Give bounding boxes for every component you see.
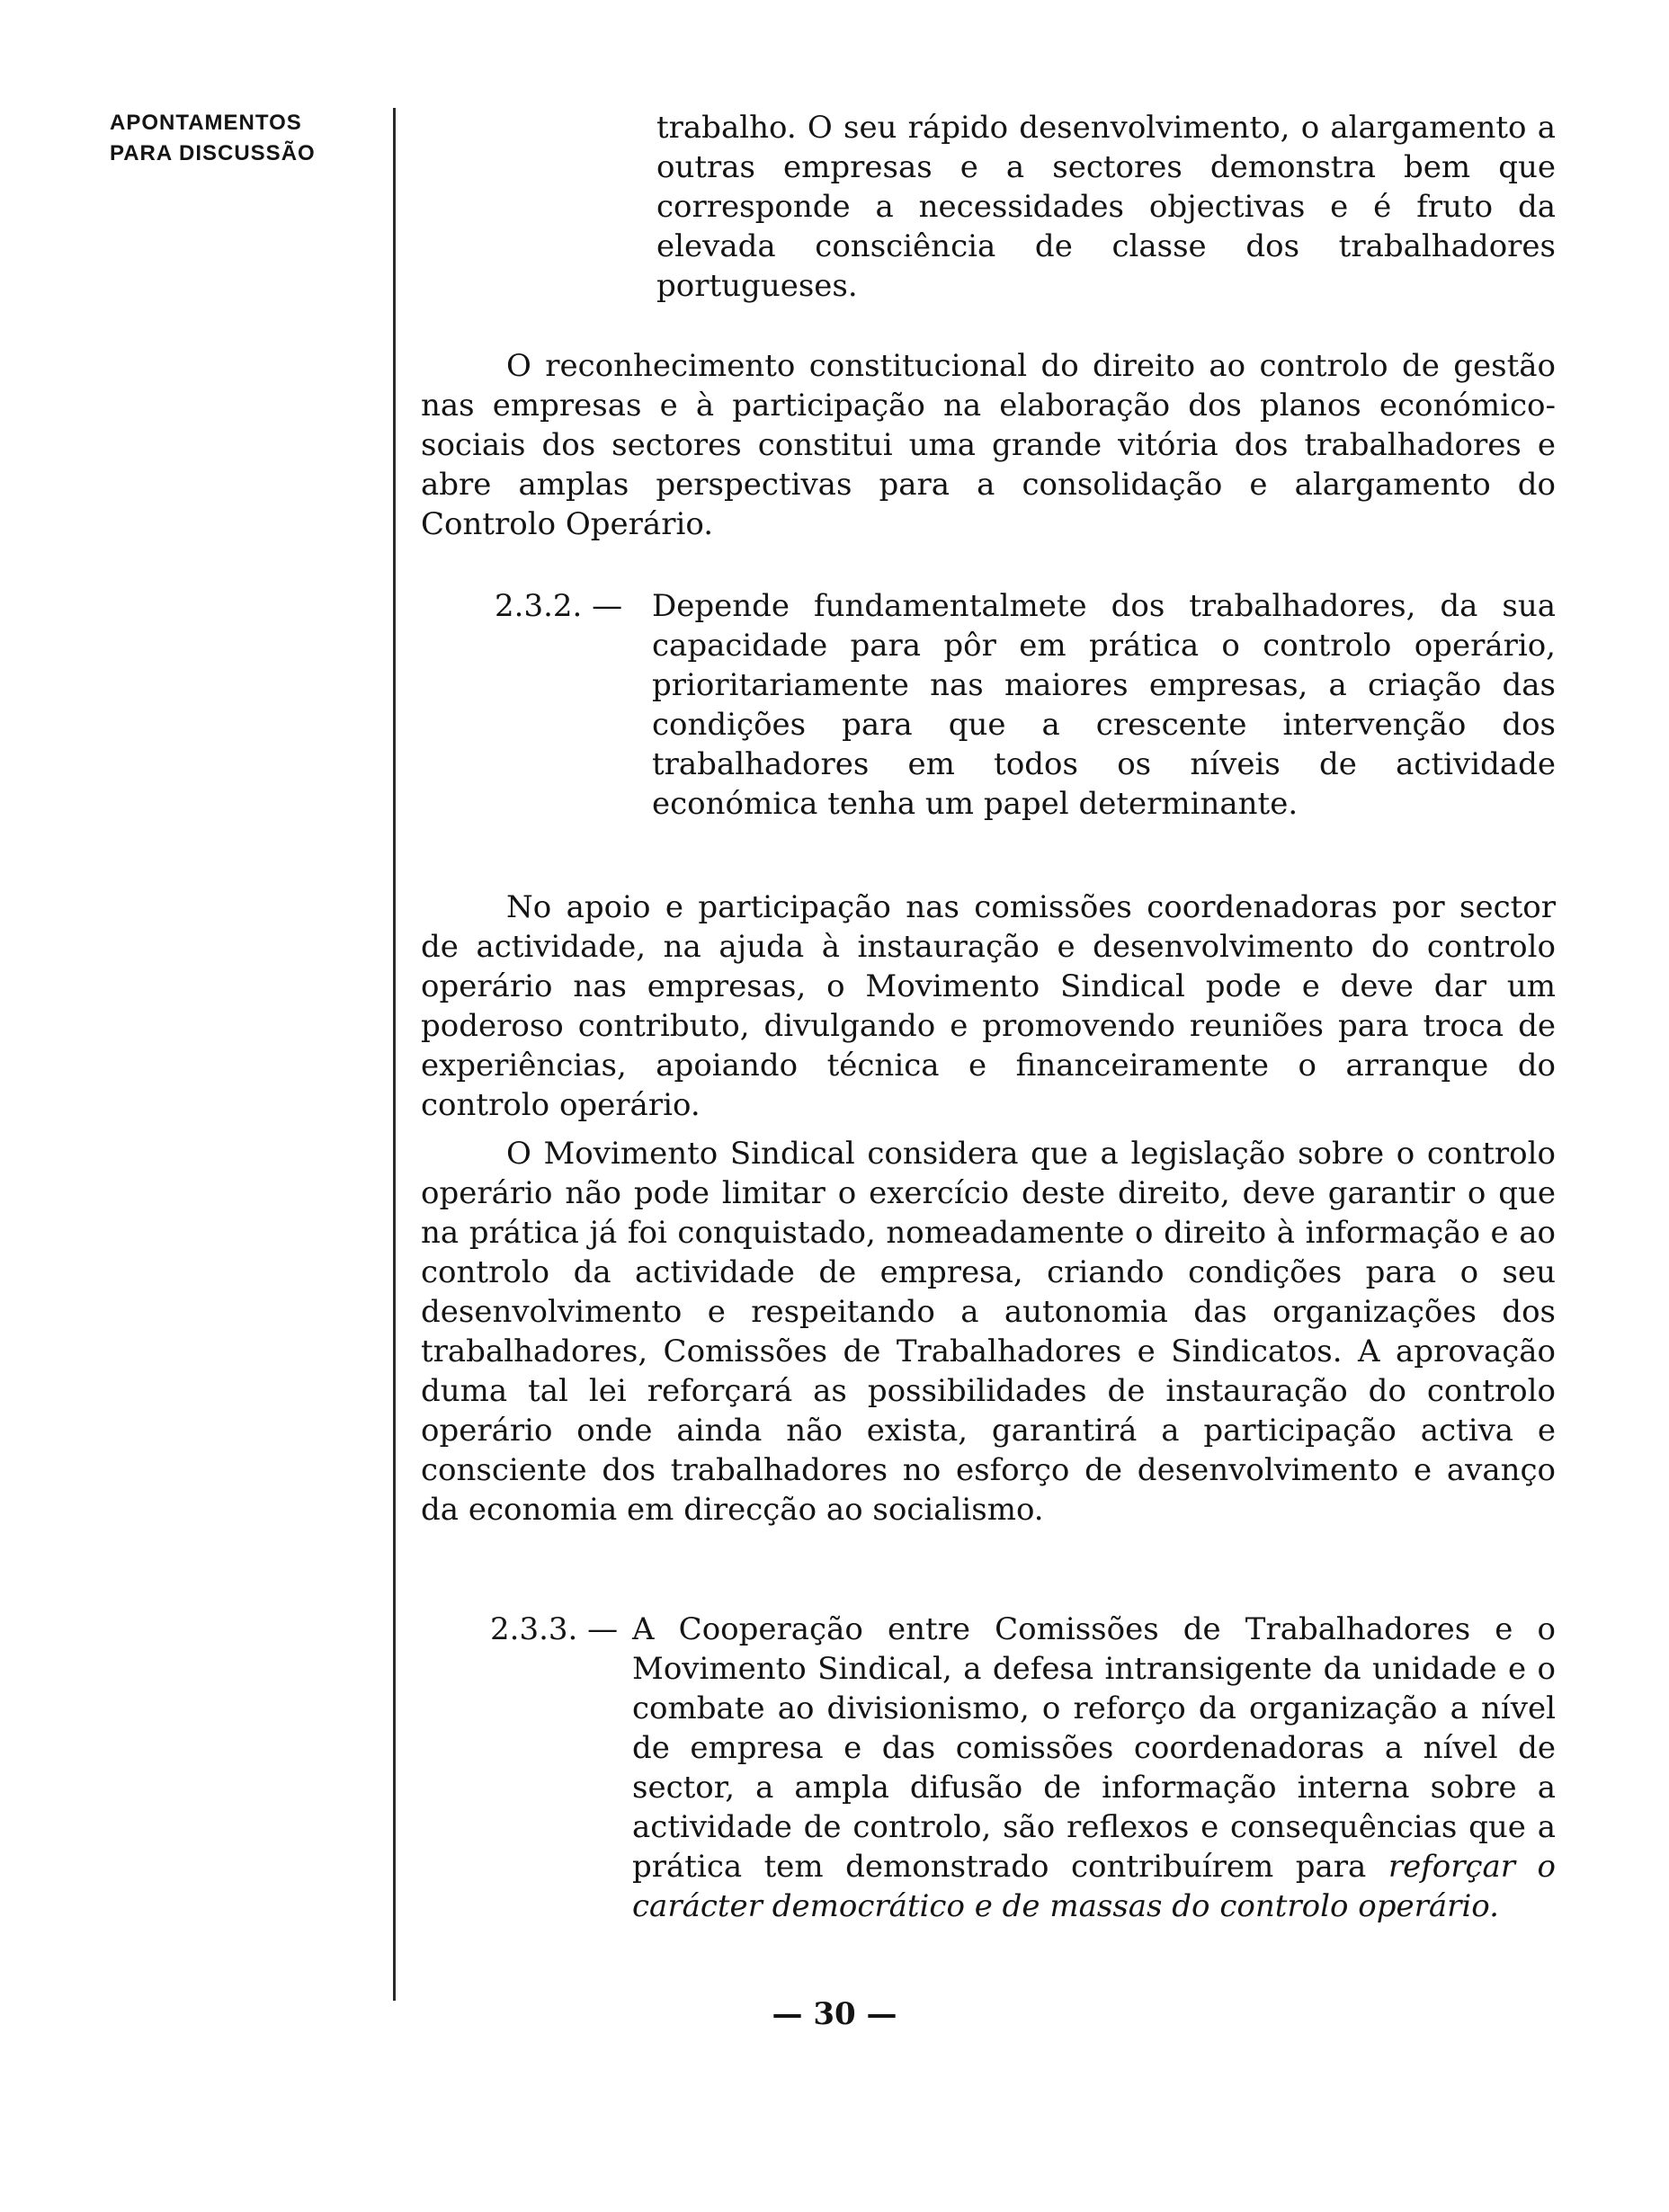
section-2-3-3-text — [632, 1610, 1556, 1926]
paragraph-constitutional-recognition: O reconhecimento constitucional do direito ao controlo de gestão nas empresas e à participação na elaboração dos planos económico-sociais dos sectores constitui uma grande vitória dos trabalhadores e abre amplas perspectivas para a consolidação e alargamento do Controlo Operário. — [421, 348, 1556, 542]
section-2-3-2-text: Depende fundamentalmete dos trabalhadores, da sua capacidade para pôr em prática o controlo operário, prioritariamente nas maiores empresas, a criação das condições para que a crescente intervenção dos trabalhadores em todos os níveis de actividade económica tenha um papel determinante. — [652, 588, 1556, 822]
paragraph-legislation: O Movimento Sindical considera que a legislação sobre o controlo operário não pode limitar o exercício deste direito, deve garantir o que na prática já foi conquistado, nomeadamente o direito à informação e ao controlo da actividade de empresa, criando condições para o seu desenvolvimento e respeitando a autonomia das organizações dos trabalhadores, Comissões de Trabalhadores e Sindicatos. A aprovação duma tal lei reforçará as possibilidades de instauração do controlo operário onde ainda não exista, garantirá a participação activa e consciente dos trabalhadores no esforço de desenvolvimento e avanço da economia em direcção ao socialismo. — [421, 1136, 1556, 1528]
page-number: — 30 — — [772, 1996, 897, 2032]
section-2-3-3 — [490, 1610, 1556, 1926]
paragraph-continuation: trabalho. O seu rápido desenvolvimento, o alargamento a outras empresas e a sectores demonstra bem que corresponde a necessidades objectivas e é fruto da elevada consciência de classe dos trabalhadores portugueses. — [656, 110, 1556, 304]
paragraph-union-support: No apoio e participação nas comissões coordenadoras por sector de actividade, na ajuda à instauração e desenvolvimento do controlo operário nas empresas, o Movimento Sindical pode e deve dar um poderoso contributo, divulgando e promovendo reuniões para troca de experiências, apoiando técnica e financeiramente o arranque do controlo operário. — [421, 889, 1556, 1123]
section-2-3-3-body: A Cooperação entre Comissões de Trabalhadores e o Movimento Sindical, a defesa intransigente da unidade e o combate ao divisionismo, o reforço da organização a nível de empresa e das comissões coordenadoras a nível de sector, a ampla difusão de informação interna sobre a actividade de controlo, são reflexos e consequências que a prática tem demonstrado contribuírem para — [632, 1611, 1556, 1885]
margin-rule — [393, 108, 396, 2001]
side-label-line-2: PARA DISCUSSÃO — [110, 141, 316, 165]
section-2-3-2-number: 2.3.2. — — [495, 588, 623, 624]
side-label — [110, 108, 370, 169]
section-2-3-3-number: 2.3.3. — — [490, 1611, 619, 1647]
side-label-line-1: APONTAMENTOS — [110, 111, 302, 135]
section-2-3-2 — [495, 586, 1556, 824]
section-2-3-3-italic: reforçar o carácter democrático e de massas do controlo operário. — [632, 1849, 1556, 1924]
